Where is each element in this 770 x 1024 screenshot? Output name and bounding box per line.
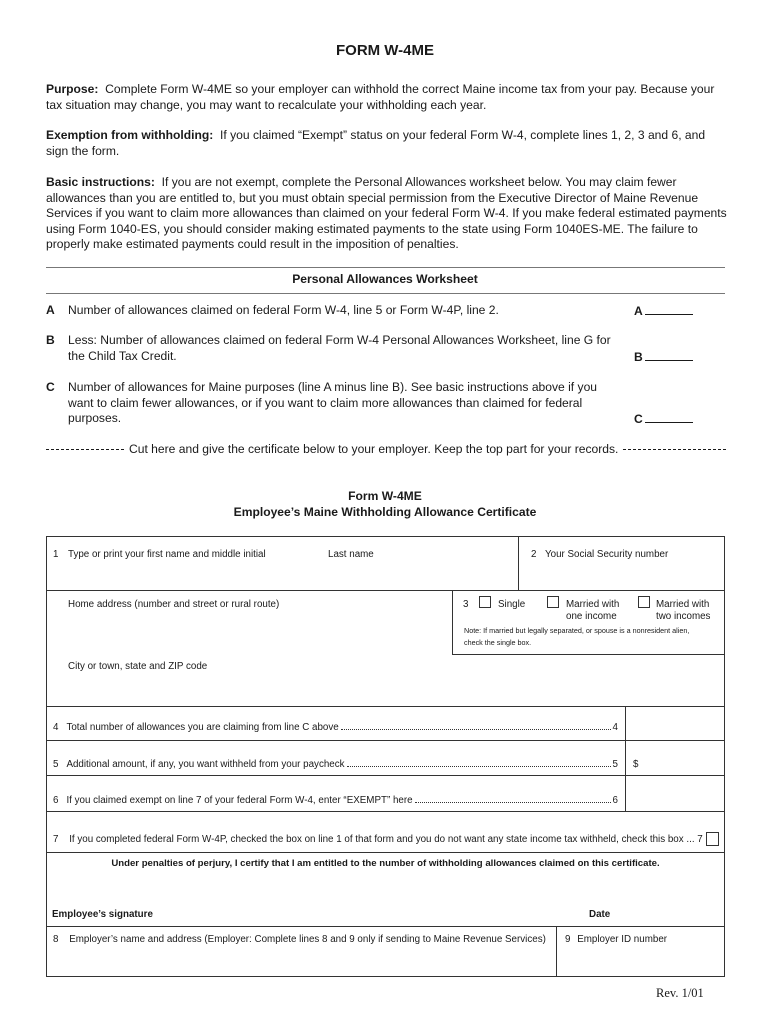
basic-label: Basic instructions:	[46, 175, 155, 189]
line6-text: If you claimed exempt on line 7 of your federal Form W-4, enter “EXEMPT” here	[66, 795, 413, 806]
date-label: Date	[589, 909, 611, 920]
certificate-form-name: Form W-4ME	[348, 489, 422, 503]
line1-number: 1	[53, 549, 59, 560]
line7	[53, 834, 703, 845]
line5-dollar-sign: $	[633, 759, 639, 770]
row-rule-status	[452, 654, 725, 655]
col-rule-employer-id	[556, 926, 557, 977]
form-title: FORM W-4ME	[335, 42, 435, 59]
first-name-label: Type or print your first name and middle initial	[68, 549, 266, 560]
row-rule-7	[46, 926, 725, 927]
married-two-incomes-checkbox[interactable]	[638, 596, 650, 608]
last-name-label: Last name	[328, 549, 374, 560]
signature-area[interactable]	[50, 875, 580, 905]
basic-instructions-paragraph	[46, 175, 730, 253]
row-rule-2	[46, 706, 725, 707]
line5-text: Additional amount, if any, you want withheld from your paycheck	[66, 759, 345, 770]
line3-number: 3	[463, 599, 469, 610]
status-note-line1: Note: If married but legally separated, or spouse is a nonresident alien,	[464, 626, 690, 635]
line7-number: 7	[53, 834, 59, 845]
purpose-label: Purpose:	[46, 82, 99, 96]
worksheet-title-rule	[46, 293, 725, 294]
line8	[53, 934, 546, 945]
worksheet-letter-b: B	[46, 333, 55, 347]
line9-number: 9	[565, 934, 571, 945]
worksheet-title: Personal Allowances Worksheet	[292, 272, 478, 286]
married-one-income-line1: Married with	[566, 599, 620, 610]
basic-text: If you are not exempt, complete the Personal Allowances worksheet below. You may claim fewer allowances than you are entitled to, but you must obtain special permission from the Executive Director of Maine Revenue Services if you want to claim more allowances than claimed on your federal Form W-4. If you make federal estimated payments using Form 1040-ES, you should consider making estimated payments to the state using Form 1040ES-ME. The failure to properly make estimated payments could result in the imposition of penalties.	[46, 175, 727, 252]
line7-text: If you completed federal Form W-4P, checked the box on line 1 of that form and you do not want any state income tax withheld, check this box	[69, 834, 684, 845]
row-rule-1	[46, 590, 725, 591]
single-checkbox[interactable]	[479, 596, 491, 608]
ssn-label: Your Social Security number	[545, 549, 669, 560]
line9-text: Employer ID number	[577, 934, 668, 945]
line5-ref: 5	[612, 759, 618, 770]
line5-number: 5	[53, 759, 59, 770]
city-input-area[interactable]	[50, 676, 721, 702]
line6-ref: 6	[612, 795, 618, 806]
line4-number: 4	[53, 722, 59, 733]
answer-label-a: A	[634, 304, 643, 318]
cut-dash-right	[623, 449, 726, 450]
col-rule-ssn	[518, 536, 519, 590]
single-label: Single	[498, 599, 526, 610]
cut-line	[46, 442, 726, 456]
line5	[53, 759, 618, 770]
answer-blank-b[interactable]	[645, 349, 693, 361]
married-one-income-checkbox[interactable]	[547, 596, 559, 608]
married-two-incomes-line2: two incomes	[656, 611, 711, 622]
line4-input-area[interactable]	[628, 709, 722, 737]
line6-number: 6	[53, 795, 59, 806]
employer-name-input-area[interactable]	[50, 950, 552, 974]
line2-number: 2	[531, 549, 537, 560]
line7-ref: 7	[697, 834, 703, 845]
line9	[565, 934, 667, 945]
certificate-subtitle: Employee’s Maine Withholding Allowance Certificate	[233, 505, 537, 519]
revision-label: Rev. 1/01	[656, 986, 704, 1000]
employee-signature-label: Employee’s signature	[52, 909, 153, 920]
line4-text: Total number of allowances you are claiming from line C above	[66, 722, 339, 733]
line8-number: 8	[53, 934, 59, 945]
worksheet-text-b: Less: Number of allowances claimed on federal Form W-4 Personal Allowances Worksheet, line G for the Child Tax Credit.	[68, 333, 611, 363]
line6	[53, 795, 618, 806]
worksheet-letter-a: A	[46, 303, 55, 317]
line8-text: Employer’s name and address (Employer: Complete lines 8 and 9 only if sending to Maine Revenue Services)	[69, 934, 546, 945]
married-two-incomes-label	[656, 599, 710, 623]
married-two-incomes-line1: Married with	[656, 599, 710, 610]
purpose-text: Complete Form W-4ME so your employer can withhold the correct Maine income tax from your pay. Because your tax situation may change, you may want to recalculate your withholding each year.	[46, 82, 715, 112]
answer-label-c: C	[634, 412, 643, 426]
city-label: City or town, state and ZIP code	[68, 661, 208, 672]
line7-dots: ...	[686, 834, 695, 845]
home-address-label: Home address (number and street or rural route)	[68, 599, 280, 610]
worksheet-top-rule	[46, 267, 725, 268]
line4-leader	[341, 729, 611, 730]
status-note	[464, 625, 724, 649]
line5-input-area[interactable]	[642, 744, 722, 772]
line7-checkbox[interactable]	[706, 832, 719, 846]
name-input-area[interactable]	[50, 564, 514, 586]
married-one-income-line2: one income	[566, 611, 617, 622]
row-rule-5	[46, 811, 725, 812]
answer-blank-a[interactable]	[645, 303, 693, 315]
cut-dash-left	[46, 449, 124, 450]
answer-label-b: B	[634, 350, 643, 364]
line4-ref: 4	[612, 722, 618, 733]
worksheet-answer-a[interactable]	[634, 303, 693, 318]
status-note-line2: check the single box.	[464, 638, 532, 647]
worksheet-answer-c[interactable]	[634, 411, 693, 426]
col-rule-status	[452, 590, 453, 654]
row-rule-3	[46, 740, 725, 741]
worksheet-text-a: Number of allowances claimed on federal Form W-4, line 5 or Form W-4P, line 2.	[68, 303, 499, 317]
col-rule-amounts	[625, 706, 626, 811]
line5-leader	[347, 766, 611, 767]
worksheet-letter-c: C	[46, 380, 55, 394]
answer-blank-c[interactable]	[645, 411, 693, 423]
worksheet-text-c: Number of allowances for Maine purposes (line A minus line B). See basic instructions above if you want to claim fewer allowances, or if you want to claim more allowances than claimed for federal purposes.	[68, 380, 598, 426]
perjury-statement: Under penalties of perjury, I certify that I am entitled to the number of withholding allowances claimed on this certificate.	[111, 858, 660, 869]
exemption-paragraph	[46, 128, 730, 159]
purpose-paragraph	[46, 82, 730, 113]
exemption-label: Exemption from withholding:	[46, 128, 214, 142]
line6-input-area[interactable]	[628, 779, 722, 808]
home-address-input-area[interactable]	[50, 614, 448, 650]
line6-leader	[415, 802, 611, 803]
employer-id-input-area[interactable]	[560, 950, 721, 974]
married-one-income-label	[566, 599, 619, 623]
line4	[53, 722, 618, 733]
row-rule-6	[46, 852, 725, 853]
ssn-input-area[interactable]	[522, 564, 721, 586]
exemption-text: If you claimed “Exempt” status on your federal Form W-4, complete lines 1, 2, 3 and 6, and sign the form.	[46, 128, 706, 158]
cut-line-text: Cut here and give the certificate below to your employer. Keep the top part for your records.	[129, 442, 619, 456]
worksheet-answer-b[interactable]	[634, 349, 693, 364]
row-rule-4	[46, 775, 725, 776]
